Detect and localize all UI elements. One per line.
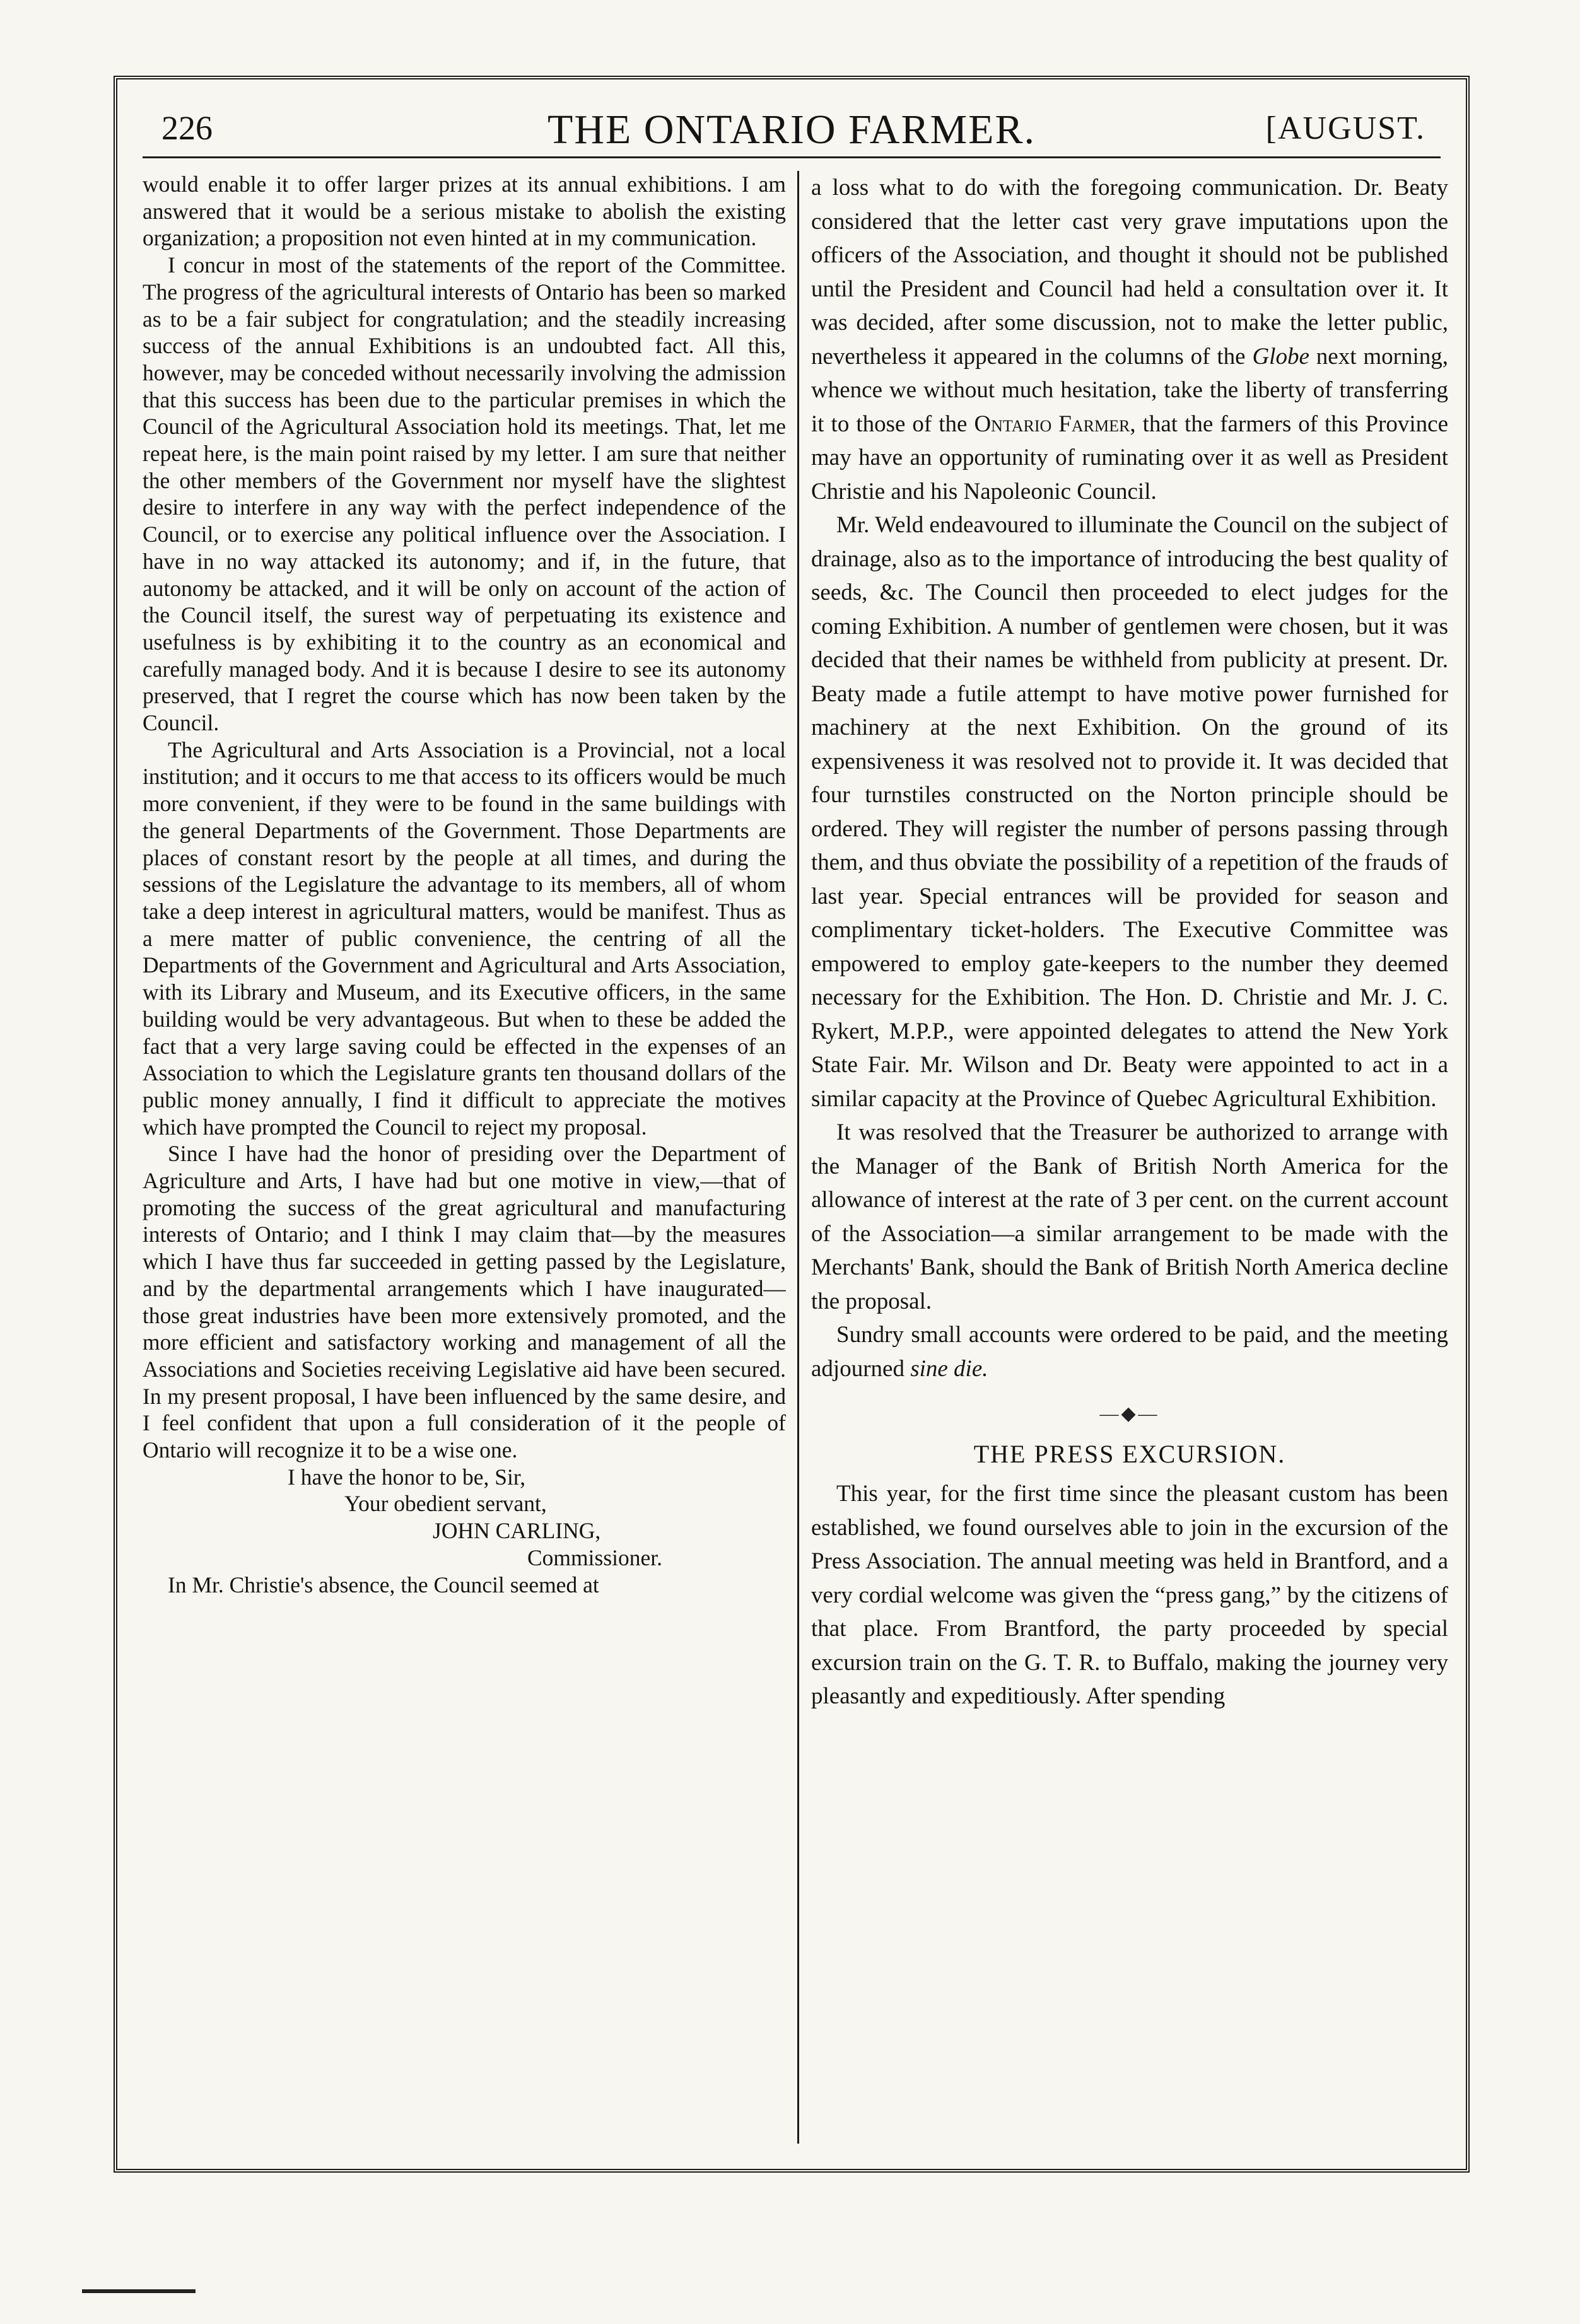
left-column: [143, 171, 786, 2144]
bottom-rule: [82, 2289, 196, 2293]
left-paragraph-5: In Mr. Christie's absence, the Council seemed at: [168, 1572, 599, 1597]
right-paragraph-1: [811, 171, 1448, 508]
right-column: [811, 171, 1448, 2144]
right-paragraph-1c: , that the farmers of this Province may have an opportunity of ruminating over it as well as President Christie and his Napoleonic Council.: [811, 411, 1448, 505]
left-paragraph-4: Since I have had the honor of presiding over the Department of Agriculture and Arts, I have had but one motive in view,—that of promoting the success of the great agricultural and manufacturing interests of Ontario; and I think I may claim that—by the measures which I have thus far succeeded in getting passed by the Legislature, and by the departmental arrangements which I have inaugurated—those great industries have been more extensively promoted, and the more efficient and satisfactory working and management of all the Associations and Societies receiving Legislative aid have been secured. In my present proposal, I have been influenced by the same desire, and I feel confident that upon a full consideration of it the people of Ontario will recognize it to be a wise one.: [143, 1141, 786, 1463]
column-divider: [797, 171, 799, 2144]
signature-closing: I have the honor to be, Sir,: [288, 1464, 526, 1490]
right-paragraph-5: This year, for the first time since the pleasant custom has been established, we found ourselves able to join in the excursion of the Press Association. The annual meeting was held in Brantford, and a very cordial welcome was given the “press gang,” by the citizens of that place. From Brantford, the party proceeded by special excursion train on the G. T. R. to Buffalo, making the journey very pleasantly and expeditiously. After spending: [811, 1481, 1448, 1709]
signature-name: JOHN CARLING,: [433, 1518, 601, 1544]
section-title: THE PRESS EXCURSION.: [973, 1439, 1286, 1468]
right-paragraph-2: Mr. Weld endeavoured to illuminate the Council on the subject of drainage, also as to the importance of introducing the best quality of seeds, &c. The Council then proceeded to elect judges for the coming Exhibition. A number of gentlemen were chosen, but it was decided that their names be withheld from publicity at present. Dr. Beaty made a futile attempt to have motive power furnished for machinery at the next Exhibition. On the ground of its expensiveness it was resolved not to provide it. It was decided that four turnstiles constructed on the Norton principle should be ordered. They will register the number of persons passing through them, and thus obviate the possibility of a repetition of the frauds of last year. Special entrances will be provided for season and complimentary ticket-holders. The Executive Committee was empowered to employ gate-keepers to the number they deemed necessary for the Exhibition. The Hon. D. Christie and Mr. J. C. Rykert, M.P.P., were appointed delegates to attend the New York State Fair. Mr. Wilson and Dr. Beaty were appointed to act in a similar capacity at the Province of Quebec Agricultural Exhibition.: [811, 512, 1448, 1112]
right-paragraph-3: It was resolved that the Treasurer be authorized to arrange with the Manager of the Bank of British North America for the allowance of interest at the rate of 3 per cent. on the current account of the Association—a similar arrangement to be made with the Merchants' Bank, should the Bank of British North America decline the proposal.: [811, 1119, 1448, 1314]
signature-servant: Your obedient servant,: [344, 1491, 547, 1517]
journal-title: THE ONTARIO FARMER.: [547, 107, 1036, 153]
issue-month: [AUGUST.: [1265, 110, 1425, 146]
right-paragraph-4: [811, 1318, 1448, 1386]
section-ornament: ―◆―: [1099, 1403, 1160, 1424]
right-paragraph-4a: Sundry small accounts were ordered to be paid, and the meeting adjourned: [811, 1322, 1448, 1382]
right-paragraph-1b: next morning, whence we without much hesitation, take the liberty of transferring it to those of the: [811, 343, 1448, 437]
page-header: [143, 100, 1441, 158]
left-paragraph-3: The Agricultural and Arts Association is a Provincial, not a local institution; and it occurs to me that access to its officers would be much more convenient, if they were to be found in the same buildings with the general Departments of the Government. Those Departments are places of constant resort by the people at all times, and during the sessions of the Legislature the advantage to its members, all of whom take a deep interest in agricultural matters, would be manifest. Thus as a mere matter of public convenience, the centring of all the Departments of the Government and Agricultural and Arts Association, with its Library and Museum, and its Executive officers, in the same building would be very advantageous. But when to these be added the fact that a very large saving could be effected in the expenses of an Association to which the Legislature grants ten thousand dollars of the public money annually, I find it difficult to appreciate the motives which have prompted the Council to reject my proposal.: [143, 737, 786, 1140]
left-paragraph-2: I concur in most of the statements of the report of the Committee. The progress of the agricultural interests of Ontario has been so marked as to be a fair subject for congratulation; and the steadily increasing success of the annual Exhibitions is an undoubted fact. All this, however, may be conceded without necessarily involving the admission that this success has been due to the particular premises in which the Council of the Agricultural Association hold its meetings. That, let me repeat here, is the main point raised by my letter. I am sure that neither the other members of the Government nor myself have the slightest desire to interfere in any way with the perfect independence of the Council, or to exercise any political influence over the Association. I have in no way attacked its autonomy; and if, in the future, that autonomy be attacked, and it will be only on account of the action of the Council itself, the surest way of perpetuating its existence and usefulness is by exhibiting it to the country as an economical and carefully managed body. And it is because I desire to see its autonomy preserved, that I regret the course which has now been taken by the Council.: [143, 252, 786, 736]
left-paragraph-1: would enable it to offer larger prizes at its annual exhibitions. I am answered that it would be a serious mistake to abolish the existing organization; a proposition not even hinted at in my communication.: [143, 172, 786, 251]
signature-title: Commissioner.: [527, 1544, 663, 1570]
sine-die-text: sine die.: [910, 1355, 988, 1382]
globe-newspaper-name: Globe: [1252, 343, 1309, 370]
right-paragraph-1a: a loss what to do with the foregoing communication. Dr. Beaty considered that the letter cast very grave imputations upon the officers of the Association, and thought it should not be published until the President and Council had held a consultation over it. It was decided, after some discussion, not to make the letter public, nevertheless it appeared in the columns of the: [811, 175, 1448, 370]
ontario-farmer-name: Ontario Farmer: [974, 411, 1130, 437]
page-number: 226: [161, 109, 213, 147]
newspaper-page: [114, 76, 1470, 2173]
